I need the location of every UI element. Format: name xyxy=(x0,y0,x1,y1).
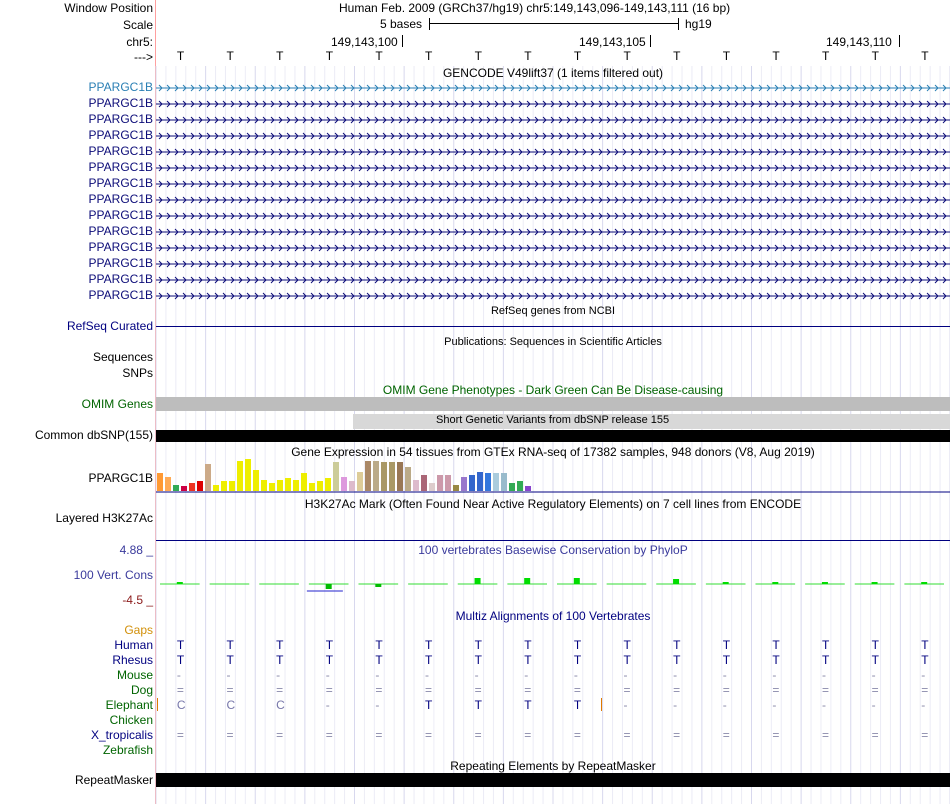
gencode-gene-label[interactable]: PPARGC1B xyxy=(88,208,153,222)
window-position-label: Window Position xyxy=(64,1,153,15)
conservation-label[interactable]: 100 Vert. Cons xyxy=(73,568,153,582)
gtex-bar xyxy=(509,483,515,491)
gtex-bar xyxy=(389,462,395,491)
gencode-transcript[interactable] xyxy=(156,211,950,221)
gencode-gene-label[interactable]: PPARGC1B xyxy=(88,272,153,286)
multiz-base: T xyxy=(722,638,731,652)
position-tick-3: 149,143,110 xyxy=(826,35,892,49)
conservation-bar xyxy=(574,578,580,584)
gtex-bar xyxy=(405,467,411,491)
gtex-bar xyxy=(453,485,459,491)
gtex-bar xyxy=(365,461,371,491)
conservation-bar xyxy=(375,584,381,587)
multiz-base: T xyxy=(673,638,681,652)
multiz-base: = xyxy=(474,728,482,742)
position-tick-mark-2 xyxy=(650,35,651,47)
multiz-base: C xyxy=(276,698,285,712)
multiz-base: = xyxy=(821,728,829,742)
multiz-base: T xyxy=(821,653,830,667)
multiz-base: - xyxy=(325,698,330,712)
dbsnp-label[interactable]: Common dbSNP(155) xyxy=(34,428,153,442)
gtex-bar xyxy=(341,477,347,491)
multiz-base: T xyxy=(573,653,582,667)
gencode-transcript[interactable] xyxy=(156,163,950,173)
base-letter: T xyxy=(474,49,482,63)
insertion-marker xyxy=(601,698,602,711)
gtex-bar xyxy=(293,480,299,491)
multiz-base: - xyxy=(623,698,628,712)
multiz-base: = xyxy=(673,728,681,742)
gtex-bar xyxy=(485,473,491,491)
base-letter: T xyxy=(921,49,929,63)
multiz-base: C xyxy=(176,698,186,712)
multiz-base: T xyxy=(474,638,482,652)
gtex-bar xyxy=(373,461,379,491)
conservation-bar xyxy=(177,582,183,584)
gencode-transcript[interactable] xyxy=(156,99,950,109)
multiz-base: = xyxy=(573,683,581,697)
repeatmasker-label[interactable]: RepeatMasker xyxy=(74,773,153,787)
multiz-base: T xyxy=(573,638,582,652)
refseq-label[interactable]: RefSeq Curated xyxy=(66,319,153,333)
multiz-base: - xyxy=(375,668,380,682)
multiz-base: - xyxy=(325,668,330,682)
multiz-species-label[interactable]: X_tropicalis xyxy=(90,728,153,742)
conservation-min: -4.5 _ xyxy=(122,593,153,607)
multiz-base: - xyxy=(921,698,926,712)
gtex-bar xyxy=(277,480,283,491)
multiz-base: T xyxy=(424,638,433,652)
gtex-bar xyxy=(517,481,523,491)
h3k27ac-baseline xyxy=(156,540,950,541)
multiz-base: T xyxy=(821,638,830,652)
multiz-base: = xyxy=(375,728,383,742)
multiz-base: T xyxy=(722,653,731,667)
multiz-base: = xyxy=(176,683,184,697)
gtex-bar xyxy=(245,459,251,491)
multiz-base: T xyxy=(474,653,482,667)
repeatmasker-bar[interactable] xyxy=(156,773,950,787)
gtex-bar xyxy=(237,461,243,491)
multiz-base: T xyxy=(772,638,780,652)
conservation-max: 4.88 _ xyxy=(119,543,153,557)
gtex-bar xyxy=(413,480,419,491)
gtex-bar xyxy=(229,481,235,491)
multiz-base: = xyxy=(474,683,482,697)
multiz-base: - xyxy=(424,668,429,682)
gtex-title: Gene Expression in 54 tissues from GTEx RNA-seq of 17382 samples, 948 donors (V8, Aug 2019) xyxy=(291,445,815,459)
gtex-bar xyxy=(253,470,259,491)
conservation-bar xyxy=(723,582,729,584)
multiz-base: T xyxy=(276,653,284,667)
base-letter: T xyxy=(325,49,334,63)
multiz-base: T xyxy=(921,653,929,667)
position-tick-mark-1 xyxy=(402,35,403,47)
gencode-gene-label[interactable]: PPARGC1B xyxy=(88,240,153,254)
multiz-base: = xyxy=(573,728,581,742)
gtex-bar xyxy=(157,473,163,491)
gencode-gene-label[interactable]: PPARGC1B xyxy=(88,192,153,206)
multiz-base: = xyxy=(871,683,879,697)
gencode-gene-label[interactable]: PPARGC1B xyxy=(88,80,153,94)
dbsnp-title: Short Genetic Variants from dbSNP release 155 xyxy=(436,414,670,426)
multiz-base: - xyxy=(375,698,380,712)
scale-label: Scale xyxy=(122,18,153,32)
multiz-base: T xyxy=(375,638,383,652)
gtex-bar xyxy=(429,483,435,491)
dbsnp-bar[interactable] xyxy=(156,430,950,442)
multiz-base: = xyxy=(524,728,532,742)
base-letter: T xyxy=(821,49,830,63)
multiz-base: T xyxy=(226,638,234,652)
multiz-base: C xyxy=(226,698,236,712)
multiz-base: T xyxy=(524,653,532,667)
multiz-species-label[interactable]: Zebrafish xyxy=(102,743,153,757)
multiz-base: = xyxy=(424,683,432,697)
gencode-transcript[interactable] xyxy=(156,275,950,285)
gtex-bar xyxy=(437,475,443,491)
gencode-transcript[interactable] xyxy=(156,179,950,189)
gtex-bar xyxy=(317,481,323,491)
assembly-label: hg19 xyxy=(685,17,712,31)
base-letter: T xyxy=(772,49,780,63)
h3k27ac-title: H3K27Ac Mark (Often Found Near Active Regulatory Elements) on 7 cell lines from ENCODE xyxy=(304,497,802,511)
multiz-base: T xyxy=(424,653,433,667)
multiz-base: - xyxy=(474,668,479,682)
gtex-bar xyxy=(213,485,219,491)
gtex-bar xyxy=(173,485,179,491)
multiz-species-label[interactable]: Chicken xyxy=(109,713,153,727)
position-tick-mark-3 xyxy=(899,35,900,47)
multiz-species-label[interactable]: Mouse xyxy=(116,668,153,682)
multiz-base: - xyxy=(921,668,926,682)
gtex-bar xyxy=(285,478,291,491)
base-letter: T xyxy=(573,49,582,63)
gencode-gene-label[interactable]: PPARGC1B xyxy=(88,224,153,238)
multiz-base: - xyxy=(176,668,181,682)
multiz-base: = xyxy=(722,683,730,697)
position-text[interactable]: Human Feb. 2009 (GRCh37/hg19) chr5:149,143,096-149,143,111 (16 bp) xyxy=(339,1,731,15)
multiz-base: = xyxy=(623,728,631,742)
multiz-base: T xyxy=(325,653,334,667)
multiz-base: - xyxy=(821,668,826,682)
multiz-base: = xyxy=(772,728,780,742)
base-letter: T xyxy=(375,49,383,63)
gtex-bar xyxy=(205,464,211,491)
refseq-line xyxy=(156,326,950,327)
multiz-base: = xyxy=(276,683,284,697)
gtex-bar xyxy=(501,473,507,491)
position-tick-2: 149,143,105 xyxy=(579,35,646,49)
multiz-base: - xyxy=(226,668,231,682)
gtex-bar xyxy=(221,481,227,491)
gencode-gene-label[interactable]: PPARGC1B xyxy=(88,160,153,174)
multiz-base: = xyxy=(921,728,929,742)
multiz-base: - xyxy=(623,668,628,682)
gtex-bar xyxy=(397,462,403,491)
gtex-bar xyxy=(269,483,275,491)
multiz-base: = xyxy=(524,683,532,697)
multiz-base: = xyxy=(325,728,333,742)
multiz-base: = xyxy=(722,728,730,742)
multiz-base: = xyxy=(226,683,234,697)
gtex-bar xyxy=(165,477,171,491)
gtex-bar xyxy=(181,486,187,491)
publications-title: Publications: Sequences in Scientific Articles xyxy=(444,336,662,348)
gtex-bar xyxy=(189,483,195,491)
multiz-base: T xyxy=(524,698,532,712)
multiz-base: = xyxy=(921,683,929,697)
multiz-base: T xyxy=(424,698,433,712)
base-sequence xyxy=(0,49,950,64)
conservation-bar xyxy=(872,582,878,584)
multiz-base: T xyxy=(276,638,284,652)
conservation-bar xyxy=(475,578,481,584)
gtex-bar xyxy=(461,477,467,491)
multiz-base: - xyxy=(276,668,281,682)
chr-label: chr5: xyxy=(126,35,153,49)
multiz-base: T xyxy=(176,653,185,667)
multiz-base: - xyxy=(673,698,678,712)
multiz-base: = xyxy=(821,683,829,697)
multiz-base: T xyxy=(474,698,482,712)
multiz-base: - xyxy=(573,668,578,682)
gtex-bar xyxy=(525,486,531,491)
conservation-bar xyxy=(822,582,828,584)
gencode-transcript[interactable] xyxy=(156,227,950,237)
base-letter: T xyxy=(673,49,681,63)
multiz-base: T xyxy=(176,638,185,652)
gtex-bar-chart[interactable] xyxy=(0,458,950,494)
multiz-title: Multiz Alignments of 100 Vertebrates xyxy=(455,609,651,623)
gtex-bar xyxy=(309,483,315,491)
multiz-base: = xyxy=(226,728,234,742)
conservation-title: 100 vertebrates Basewise Conservation by PhyloP xyxy=(418,543,688,557)
gencode-transcript[interactable] xyxy=(156,131,950,141)
multiz-base: T xyxy=(226,653,234,667)
base-letter: T xyxy=(871,49,879,63)
multiz-base: T xyxy=(325,638,334,652)
multiz-base: T xyxy=(673,653,681,667)
gtex-bar xyxy=(301,473,307,491)
multiz-base: - xyxy=(871,698,876,712)
gencode-transcript[interactable] xyxy=(156,259,950,269)
multiz-base: = xyxy=(176,728,184,742)
multiz-base: = xyxy=(325,683,333,697)
base-letter: T xyxy=(722,49,731,63)
gencode-gene-label[interactable]: PPARGC1B xyxy=(88,128,153,142)
base-letter: T xyxy=(623,49,631,63)
gencode-gene-label[interactable]: PPARGC1B xyxy=(88,176,153,190)
multiz-base: T xyxy=(623,653,631,667)
gencode-title[interactable]: GENCODE V49lift37 (1 items filtered out) xyxy=(442,66,664,80)
multiz-base: = xyxy=(375,683,383,697)
gencode-gene-label[interactable]: PPARGC1B xyxy=(88,144,153,158)
multiz-species-label[interactable]: Elephant xyxy=(105,698,153,712)
multiz-species-label[interactable]: Human xyxy=(114,638,153,652)
base-letter: T xyxy=(276,49,284,63)
gtex-bar xyxy=(357,472,363,491)
omim-title: OMIM Gene Phenotypes - Dark Green Can Be Disease-causing xyxy=(382,383,724,397)
base-letter: T xyxy=(524,49,532,63)
base-letter: T xyxy=(424,49,433,63)
refseq-title: RefSeq genes from NCBI xyxy=(490,305,616,317)
gtex-bar xyxy=(325,478,331,491)
gencode-transcript[interactable] xyxy=(156,291,950,301)
multiz-base: T xyxy=(921,638,929,652)
gtex-bar xyxy=(421,475,427,491)
multiz-base: = xyxy=(623,683,631,697)
multiz-species-label[interactable]: Rhesus xyxy=(112,653,153,667)
multiz-base: T xyxy=(375,653,383,667)
conservation-bar xyxy=(921,582,927,584)
conservation-bar xyxy=(524,578,530,584)
multiz-base: T xyxy=(772,653,780,667)
gtex-bar xyxy=(469,475,475,491)
multiz-base: - xyxy=(871,668,876,682)
multiz-species-label[interactable]: Dog xyxy=(130,683,153,697)
multiz-base: = xyxy=(424,728,432,742)
multiz-base: T xyxy=(524,638,532,652)
position-tick-1: 149,143,100 xyxy=(331,35,398,49)
conservation-bar xyxy=(673,579,679,584)
conservation-bar xyxy=(772,582,778,584)
multiz-base: = xyxy=(871,728,879,742)
snps-label[interactable]: SNPs xyxy=(122,366,153,380)
multiz-base: - xyxy=(821,698,826,712)
gtex-bar xyxy=(493,473,499,491)
h3k27ac-label[interactable]: Layered H3K27Ac xyxy=(55,511,153,525)
gencode-gene-label[interactable]: PPARGC1B xyxy=(88,288,153,302)
gencode-transcript[interactable] xyxy=(156,243,950,253)
gencode-transcript[interactable] xyxy=(156,147,950,157)
gencode-gene-label[interactable]: PPARGC1B xyxy=(88,112,153,126)
omim-label[interactable]: OMIM Genes xyxy=(81,397,153,411)
multiz-base: - xyxy=(772,698,777,712)
scale-text: 5 bases xyxy=(380,17,423,31)
gencode-transcript[interactable] xyxy=(156,115,950,125)
gencode-transcript[interactable] xyxy=(156,83,950,93)
multiz-base: - xyxy=(524,668,529,682)
multiz-base: T xyxy=(573,698,582,712)
gtex-bar xyxy=(333,462,339,491)
gtex-bar xyxy=(261,480,267,491)
repeatmasker-title: Repeating Elements by RepeatMasker xyxy=(450,759,656,773)
multiz-base: T xyxy=(623,638,631,652)
strand-label: ---> xyxy=(134,50,153,64)
multiz-base: T xyxy=(871,653,879,667)
gtex-bar xyxy=(197,481,203,491)
gtex-bar xyxy=(445,475,451,491)
conservation-chart[interactable] xyxy=(0,560,950,600)
gencode-gene-label[interactable]: PPARGC1B xyxy=(88,96,153,110)
gtex-bar xyxy=(477,472,483,491)
multiz-base: - xyxy=(722,668,727,682)
gtex-bar xyxy=(381,462,387,491)
gaps-label: Gaps xyxy=(124,623,153,637)
multiz-base: = xyxy=(276,728,284,742)
scale-bar xyxy=(429,18,679,30)
multiz-base: = xyxy=(772,683,780,697)
gtex-label[interactable]: PPARGC1B xyxy=(88,471,153,485)
conservation-bar xyxy=(326,584,332,589)
base-letter: T xyxy=(226,49,234,63)
gtex-bar xyxy=(349,481,355,491)
multiz-base: T xyxy=(871,638,879,652)
multiz-base: - xyxy=(722,698,727,712)
insertion-marker xyxy=(157,698,158,711)
multiz-base: = xyxy=(673,683,681,697)
multiz-base: - xyxy=(772,668,777,682)
gencode-gene-label[interactable]: PPARGC1B xyxy=(88,256,153,270)
omim-bar[interactable] xyxy=(156,397,950,411)
base-letter: T xyxy=(176,49,185,63)
multiz-base: - xyxy=(673,668,678,682)
sequences-label[interactable]: Sequences xyxy=(92,350,153,364)
gencode-transcript[interactable] xyxy=(156,195,950,205)
